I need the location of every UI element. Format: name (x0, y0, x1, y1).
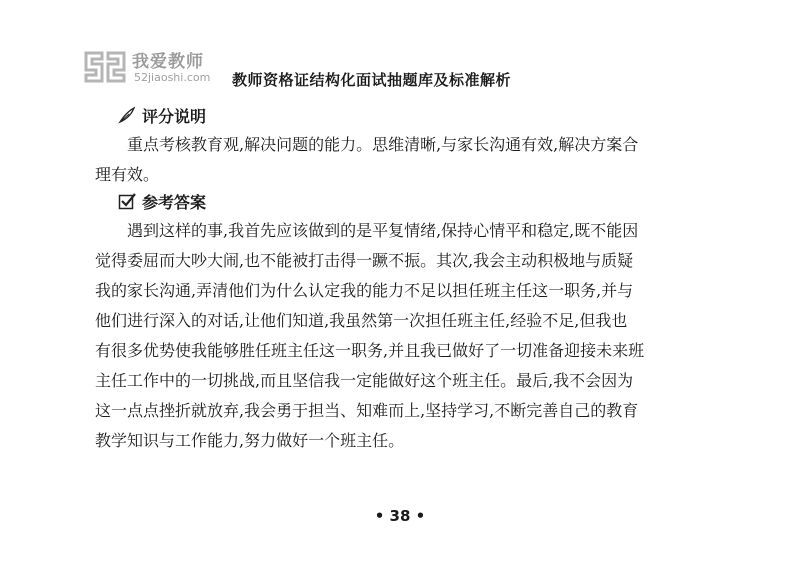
scoring-heading (118, 104, 206, 126)
answer-text (95, 216, 725, 456)
text-line: 教学知识与工作能力,努力做好一个班主任。 (95, 431, 405, 450)
scoring-text (95, 130, 725, 190)
text-line: 觉得委屈而大吵大闹,也不能被打击得一蹶不振。其次,我会主动积极地与质疑 (95, 251, 634, 270)
checkbox-checked-icon (118, 192, 136, 210)
answer-heading-label: 参考答案 (142, 192, 207, 212)
answer-heading (118, 190, 206, 212)
text-line: 理有效。 (95, 165, 160, 184)
page-header (82, 47, 722, 93)
text-line: 主任工作中的一切挑战,而且坚信我一定能做好这个班主任。最后,我不会因为 (95, 371, 634, 390)
text-line: 他们进行深入的对话,让他们知道,我虽然第一次担任班主任,经验不足,但我也 (95, 311, 628, 330)
logo-mark-icon (82, 49, 128, 85)
text-line: 遇到这样的事,我首先应该做到的是平复情绪,保持心情平和稳定,既不能因 (127, 221, 639, 240)
text-line: 重点考核教育观,解决问题的能力。思维清晰,与家长沟通有效,解决方案合 (127, 135, 639, 154)
text-line: 这一点点挫折就放弃,我会勇于担当、知难而上,坚持学习,不断完善自己的教育 (95, 401, 639, 420)
text-line: 我的家长沟通,弄清他们为什么认定我的能力不足以担任班主任这一职务,并与 (95, 281, 634, 300)
logo-name: 我爱教师 (132, 52, 204, 72)
text-line: 有很多优势使我能够胜任班主任这一职务,并且我已做好了一切准备迎接未来班 (95, 341, 645, 360)
logo-url: 52jiaoshi.com (134, 71, 211, 84)
scoring-heading-label: 评分说明 (142, 106, 207, 126)
quill-pen-icon (118, 106, 136, 124)
book-title: 教师资格证结构化面试抽题库及标准解析 (232, 71, 512, 89)
site-logo (82, 47, 222, 93)
page-number: • 38 • (374, 507, 426, 525)
